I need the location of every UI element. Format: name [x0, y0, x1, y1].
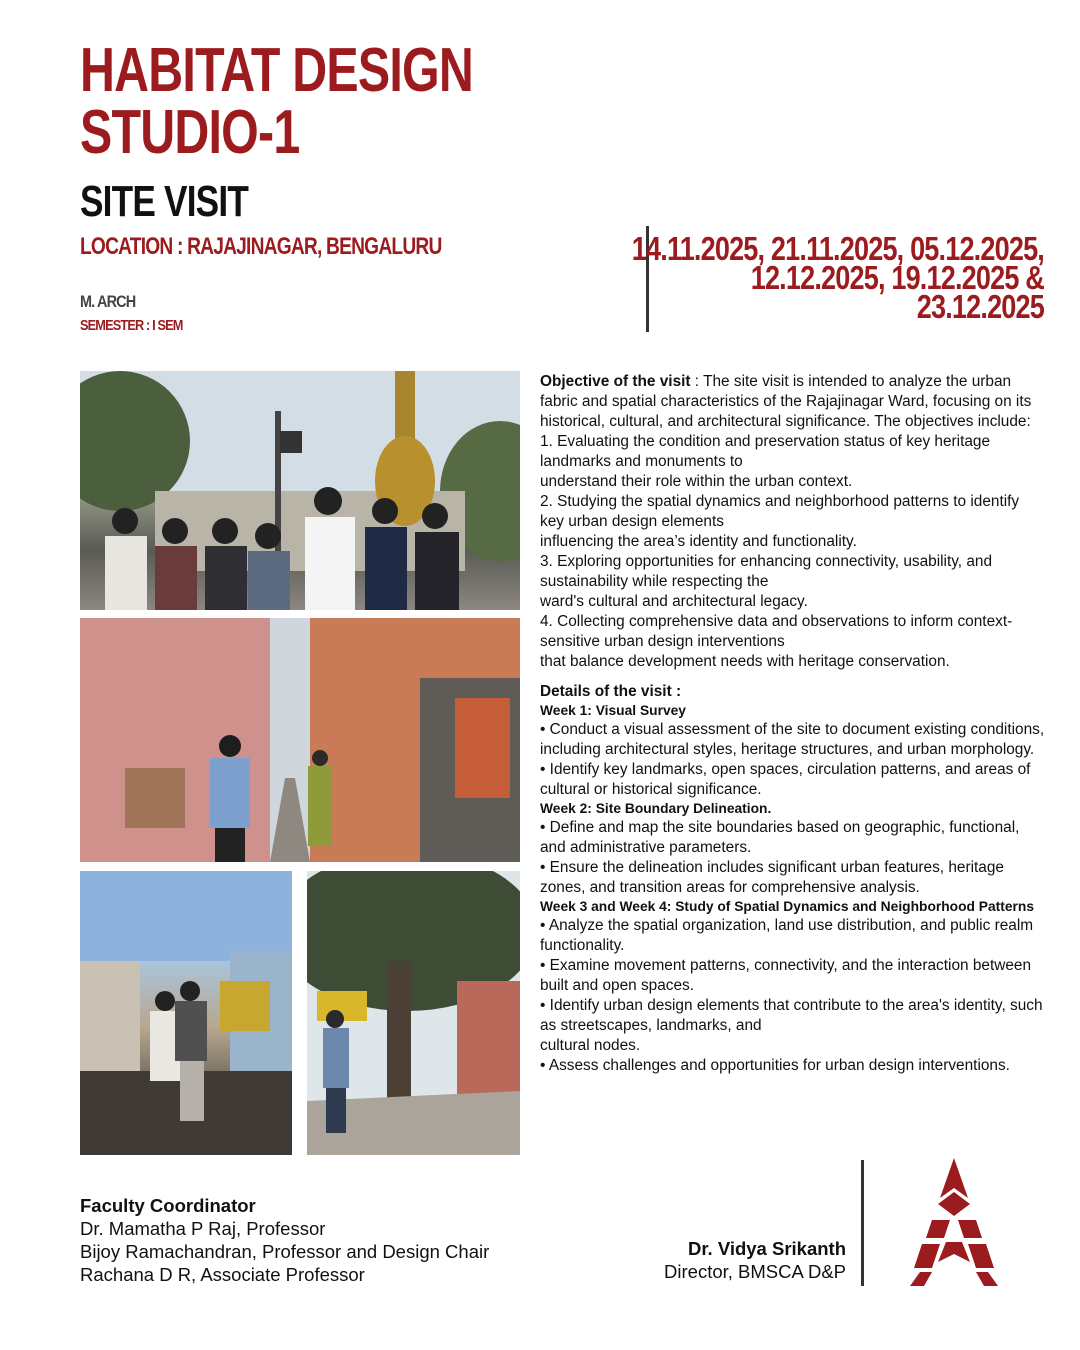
director-name: Dr. Vidya Srikanth — [688, 1238, 846, 1259]
week3-bullet-2: • Examine movement patterns, connectivity, and the interaction between built and open spaces. — [540, 957, 1032, 994]
faculty-heading: Faculty Coordinator — [80, 1195, 256, 1216]
objective-paragraph — [540, 372, 1045, 432]
title-line-2: STUDIO-1 — [80, 98, 300, 167]
objective-item-3 — [540, 552, 1045, 612]
week2-bullet-2: • Ensure the delineation includes significant urban features, heritage zones, and transition areas for comprehensive analysis. — [540, 859, 1004, 896]
faculty-member: Rachana D R, Associate Professor — [80, 1264, 365, 1285]
objective-item-4-a: 4. Collecting comprehensive data and observations to inform context-sensitive urban design interventions — [540, 613, 1013, 650]
lane-photo-illustration — [80, 618, 520, 862]
objective-item-4 — [540, 612, 1045, 672]
objective-item-2 — [540, 492, 1045, 552]
details-heading: Details of the visit : — [540, 683, 682, 700]
objective-intro: : The site visit is intended to analyze the urban fabric and spatial characteristics of the Rajajinagar Ward, focusing on its historical, cultural, and architectural significance. The objectives include: — [540, 373, 1032, 430]
week3-bullet-3-b: cultural nodes. — [540, 1037, 641, 1054]
week3-bullet-3 — [540, 996, 1045, 1056]
objective-item-2-a: 2. Studying the spatial dynamics and neighborhood patterns to identify key urban design elements — [540, 493, 1020, 530]
title-line-1: HABITAT DESIGN — [80, 36, 473, 105]
students-photo-illustration — [80, 871, 292, 1155]
group-photo-illustration — [80, 371, 520, 610]
week3-bullet-4: • Assess challenges and opportunities for urban design interventions. — [540, 1057, 1010, 1074]
tree-photo-illustration — [307, 871, 520, 1155]
week2-title: Week 2: Site Boundary Delineation. — [540, 801, 772, 816]
week3-title: Week 3 and Week 4: Study of Spatial Dynamics and Neighborhood Patterns — [540, 899, 1034, 914]
faculty-member: Bijoy Ramachandran, Professor and Design Chair — [80, 1241, 490, 1262]
objective-item-1 — [540, 432, 1045, 492]
objective-item-3-b: ward's cultural and architectural legacy. — [540, 593, 808, 610]
poster-title — [80, 36, 564, 167]
poster-subtitle: SITE VISIT — [80, 177, 249, 226]
institution-logo-icon — [910, 1158, 998, 1286]
dates-line-3: 23.12.2025 — [916, 288, 1044, 325]
objective-item-1-b: understand their role within the urban context. — [540, 473, 853, 490]
week2-bullet-1: • Define and map the site boundaries based on geographic, functional, and administrative parameters. — [540, 819, 1020, 856]
location-label: LOCATION : RAJAJINAGAR, BENGALURU — [80, 233, 442, 260]
logo-divider — [861, 1160, 864, 1286]
week3-bullet-1: • Analyze the spatial organization, land use distribution, and public realm functionality. — [540, 917, 1034, 954]
street-photo-tree — [307, 871, 520, 1155]
week3-bullet-3-a: • Identify urban design elements that contribute to the area's identity, such as streetscapes, landmarks, and — [540, 997, 1043, 1034]
objective-item-1-a: 1. Evaluating the condition and preservation status of key heritage landmarks and monuments to — [540, 433, 991, 470]
week1-title: Week 1: Visual Survey — [540, 703, 686, 718]
week1-bullet-2: • Identify key landmarks, open spaces, circulation patterns, and areas of cultural or historical significance. — [540, 761, 1031, 798]
dates-line-1: 14.11.2025, 21.11.2025, 05.12.2025, — [631, 230, 1044, 267]
faculty-coordinator — [80, 1194, 489, 1286]
objective-item-4-b: that balance development needs with heritage conservation. — [540, 653, 950, 670]
objective-label: Objective of the visit — [540, 373, 691, 390]
objective-item-2-b: influencing the area’s identity and functionality. — [540, 533, 857, 550]
director-block — [580, 1237, 846, 1283]
street-photo-students — [80, 871, 292, 1155]
objective-item-3-a: 3. Exploring opportunities for enhancing connectivity, usability, and sustainability while respecting the — [540, 553, 993, 590]
dates-line-2: 12.12.2025, 19.12.2025 & — [750, 259, 1044, 296]
street-photo-lane — [80, 618, 520, 862]
group-photo-statue — [80, 371, 520, 610]
semester-label: SEMESTER : I SEM — [80, 317, 183, 334]
visit-dates — [618, 230, 1044, 325]
director-role: Director, BMSCA D&P — [664, 1261, 846, 1282]
visit-description — [540, 372, 1045, 1076]
program-label: M. ARCH — [80, 292, 136, 311]
week1-bullet-1: • Conduct a visual assessment of the site to document existing conditions, including architectural styles, heritage structures, and urban morphology. — [540, 721, 1045, 758]
faculty-member: Dr. Mamatha P Raj, Professor — [80, 1218, 326, 1239]
